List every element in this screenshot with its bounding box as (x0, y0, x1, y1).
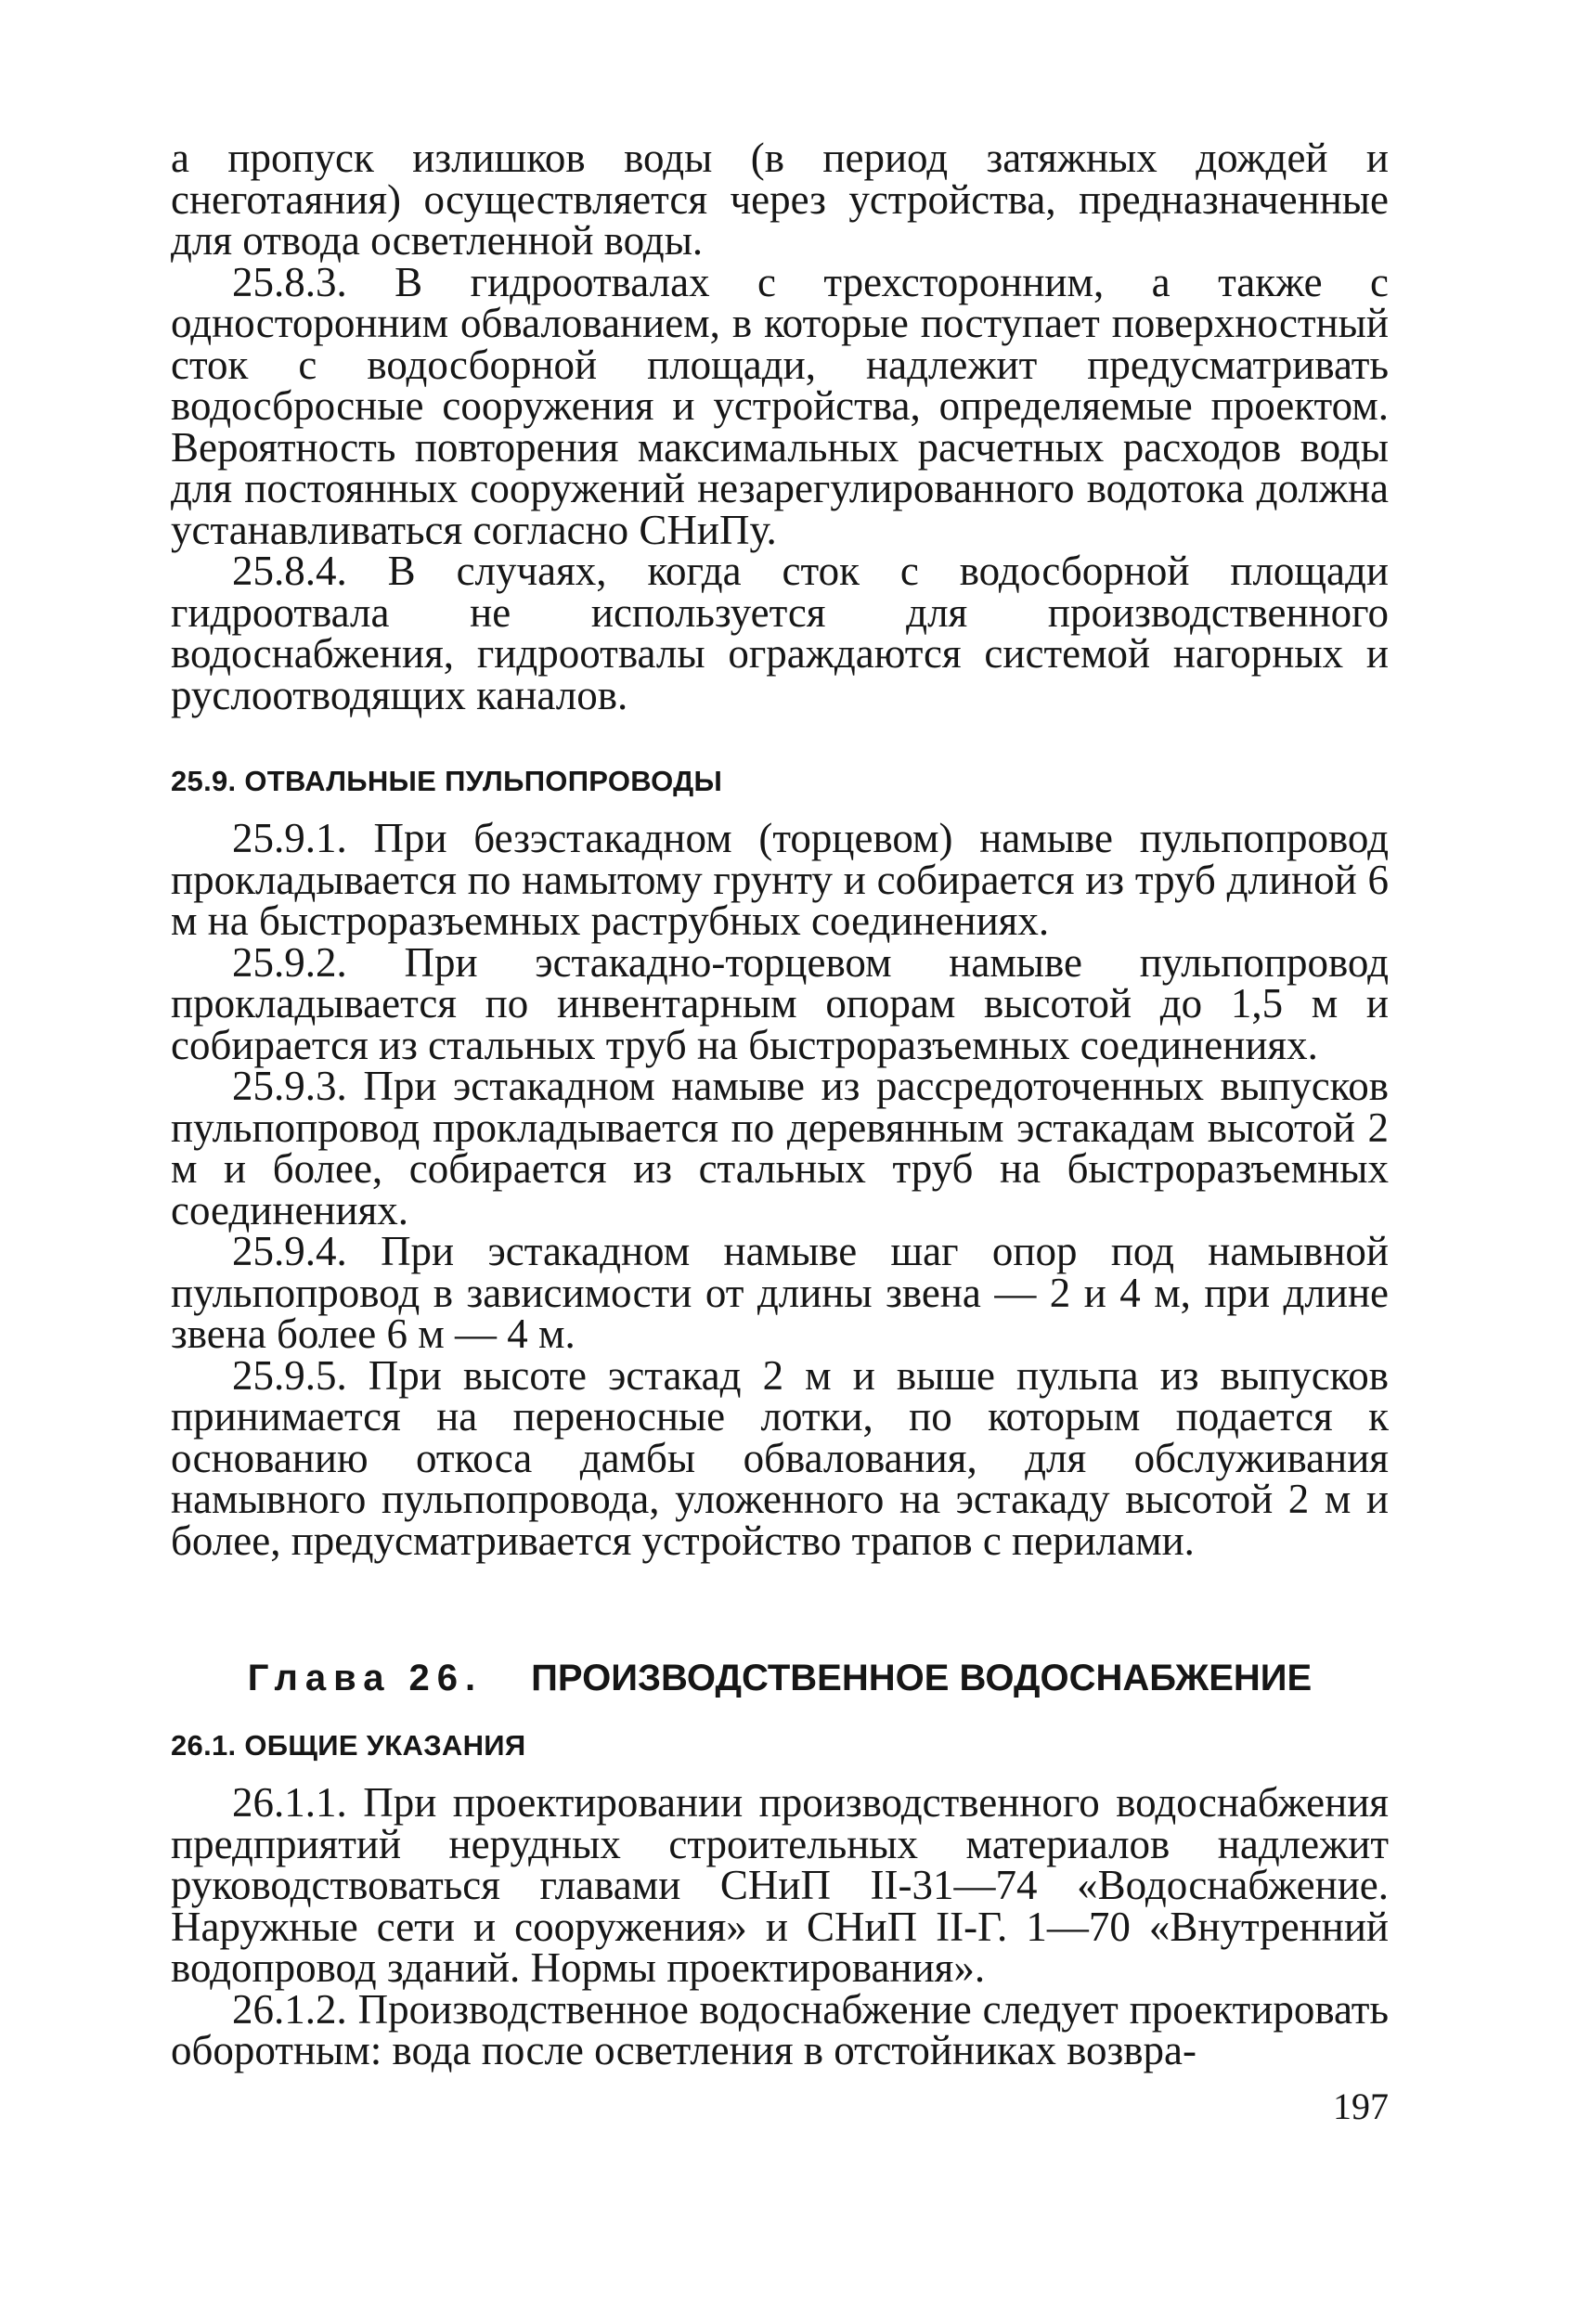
section-heading-26-1: 26.1. ОБЩИЕ УКАЗАНИЯ (171, 1729, 526, 1762)
paragraph-25-8-3: 25.8.3. В гидроотвалах с трехсторонним, а также с односторонним обвалованием, в которые поступает поверхностный сток с водосборной площади, надлежит предусматривать водосбросные сооружения и устройства, определяемые проектом. Вероятность повторения максимальных расчетных расходов воды для постоянных сооружений незарегулированного водотока должна устанавливаться согласно СНиПу. (171, 258, 1389, 553)
paragraph-26-1-1: 26.1.1. При проектировании производственного водоснабжения предприятий нерудных строительных материалов надлежит руководствоваться главами СНиП II-31—74 «Водоснабжение. Наружные сети и сооружения» и СНиП II-Г. 1—70 «Внутренний водопровод зданий. Нормы проектирования». (171, 1779, 1389, 1991)
paragraph-continuation: а пропуск излишков воды (в период затяжных дождей и снеготаяния) осуществляется через устройства, предназначенные для отвода осветленной воды. (171, 135, 1389, 264)
paragraph-25-9-5: 25.9.5. При высоте эстакад 2 м и выше пульпа из выпусков принимается на переносные лотки, по которым подается к основанию откоса дамбы обвалования, для обслуживания намывного пульпопровода, уложенного на эстакаду высотой 2 м и более, предусматривается устройство трапов с перилами. (171, 1351, 1389, 1564)
paragraph-25-9-1: 25.9.1. При безэстакадном (торцевом) намыве пульпопровод прокладывается по намытому грунту и собирается из труб длиной 6 м на быстроразъемных раструбных соединениях. (171, 815, 1389, 944)
chapter-heading (171, 1656, 1389, 1700)
chapter-title: ПРОИЗВОДСТВЕННОЕ ВОДОСНАБЖЕНИЕ (531, 1658, 1313, 1698)
paragraph-25-9-4: 25.9.4. При эстакадном намыве шаг опор под намывной пульпопровод в зависимости от длины звена — 2 и 4 м, при длине звена более 6 м — 4 м. (171, 1228, 1389, 1357)
paragraph-25-8-4: 25.8.4. В случаях, когда сток с водосборной площади гидроотвала не используется для производственного водоснабжения, гидроотвалы ограждаются системой нагорных и руслоотводящих каналов. (171, 548, 1389, 718)
section-heading-25-9: 25.9. ОТВАЛЬНЫЕ ПУЛЬПОПРОВОДЫ (171, 765, 723, 797)
document-page (171, 137, 1389, 2072)
chapter-label: Глава 26. (247, 1658, 484, 1698)
paragraph-25-9-3: 25.9.3. При эстакадном намыве из рассредоточенных выпусков пульпопровод прокладывается по деревянным эстакадам высотой 2 м и более, собирается из стальных труб на быстроразъемных соединениях. (171, 1063, 1389, 1233)
paragraph-25-9-2: 25.9.2. При эстакадно-торцевом намыве пульпопровод прокладывается по инвентарным опорам высотой до 1,5 м и собирается из стальных труб на быстроразъемных соединениях. (171, 938, 1389, 1068)
page-number: 197 (1333, 2085, 1389, 2127)
paragraph-26-1-2: 26.1.2. Производственное водоснабжение следует проектировать оборотным: вода после осветления в отстойниках возвра- (171, 1985, 1389, 2073)
